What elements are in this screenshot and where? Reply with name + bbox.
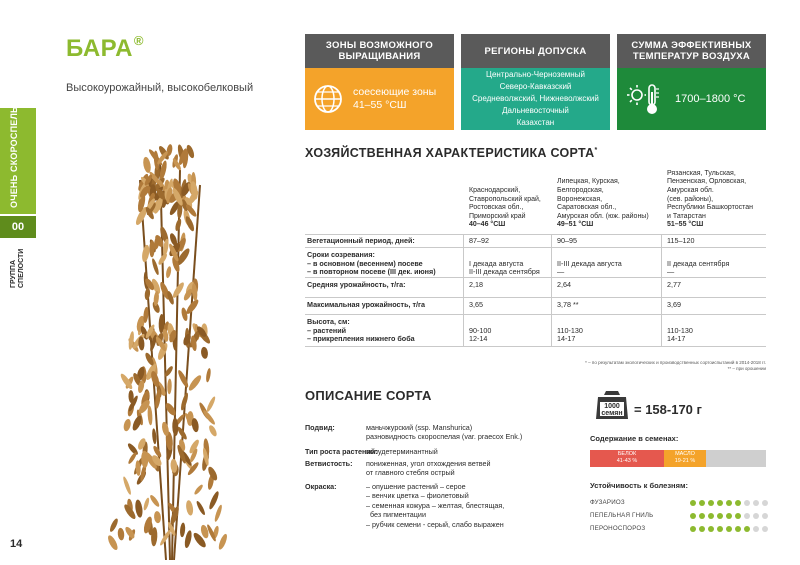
row-value: 3,69 xyxy=(667,300,681,309)
region-line: Дальневосточный xyxy=(502,106,569,115)
zones-box xyxy=(305,68,454,130)
score-dot-filled xyxy=(735,513,741,519)
soybean-pod xyxy=(167,379,172,395)
region-column-header: Липецкая, Курская, Белгородская, Воронежская, Саратовская обл., Амурская обл. (юж. районы) 49–51 °СШ xyxy=(557,178,649,229)
regions-header: РЕГИОНЫ ДОПУСКА xyxy=(461,34,610,68)
region-line: Казахстан xyxy=(516,118,555,127)
score-dot-filled xyxy=(726,526,732,532)
resistance-list xyxy=(590,496,768,535)
soybean-pod xyxy=(217,533,228,551)
oil-bar: МАСЛО 19-21 % xyxy=(664,450,706,467)
description-value: – опушение растений – серое – венчик цветка – фиолетовый – семенная кожура – желтая, блестящая, без пигментации – рубчик семени - серый, слабо выражен xyxy=(366,482,505,529)
protein-bar: БЕЛОК 41-43 % xyxy=(590,450,664,467)
table-footnotes: * – по результатам экологических и производственных сортоиспытаний в 2014-2018 гг. ** – при орошении xyxy=(585,360,766,371)
score-dot-filled xyxy=(708,526,714,532)
row-label: Максимальная урожайность, т/га xyxy=(307,300,425,309)
region-column-header: Краснодарский, Ставропольский край, Ростовская обл., Приморский край 40–46 °СШ xyxy=(469,187,541,229)
row-label: Высота, см: – растений – прикрепления нижнего боба xyxy=(307,317,415,343)
characteristics-table xyxy=(305,160,766,350)
maturity-group-caption: ГРУППА СПЕЛОСТИ xyxy=(10,248,25,288)
soybean-pod xyxy=(108,518,119,533)
soybean-pod xyxy=(134,499,143,518)
soybean-pod xyxy=(193,484,204,496)
soybean-pod xyxy=(142,156,152,173)
description-value: полудетерминантный xyxy=(366,447,438,456)
score-dot-empty xyxy=(753,526,759,532)
row-value: 2,18 xyxy=(469,280,483,289)
score-dot-filled xyxy=(690,513,696,519)
row-value: 90-100 12-14 xyxy=(469,325,492,343)
score-dot-filled xyxy=(690,526,696,532)
row-value: 115–120 xyxy=(667,236,695,245)
table-row xyxy=(305,234,766,247)
soybean-pod xyxy=(187,374,203,393)
seed-weight-value: = 158-170 г xyxy=(634,402,702,417)
soybean-pod xyxy=(205,368,211,383)
content-title: Содержание в семенах: xyxy=(590,434,679,443)
soybean-pod xyxy=(195,500,206,516)
score-dot-filled xyxy=(690,500,696,506)
row-value: 110-130 14-17 xyxy=(667,325,693,343)
disease-name: ПЕРОНОСПОРОЗ xyxy=(590,525,646,532)
description-value: маньчжурский (ssp. Manshurica) разновидность скороспелая (var. praecox Enk.) xyxy=(366,423,523,442)
row-value: I декада августа II-III декада сентября xyxy=(469,258,540,276)
row-value: 2,64 xyxy=(557,280,571,289)
table-row xyxy=(305,297,766,314)
score-dot-empty xyxy=(753,500,759,506)
table-row xyxy=(305,314,766,346)
row-value: 3,65 xyxy=(469,300,483,309)
score-dot-filled xyxy=(726,500,732,506)
soybean-pod xyxy=(153,511,161,524)
soybean-pod xyxy=(165,266,172,279)
row-value: 2,77 xyxy=(667,280,681,289)
resistance-score-dots xyxy=(690,513,768,519)
maturity-group-number: 00 xyxy=(0,216,36,238)
score-dot-filled xyxy=(735,500,741,506)
resistance-score-dots xyxy=(690,526,768,532)
soybean-pod xyxy=(149,494,161,508)
soybean-pod xyxy=(174,218,182,232)
soybean-pod xyxy=(126,442,139,456)
region-column-header: Рязанская, Тульская, Пензенская, Орловская, Амурская обл. (сев. районы), Республики Башкортостан и Татарстан 51–55 °СШ xyxy=(667,169,754,229)
score-dot-filled xyxy=(735,526,741,532)
score-dot-filled xyxy=(699,526,705,532)
soybean-plant-image xyxy=(100,140,240,560)
column-divider xyxy=(551,234,552,346)
thermometer-sun-icon xyxy=(625,79,665,119)
row-value: 110-130 14-17 xyxy=(557,325,583,343)
resistance-score-dots xyxy=(690,500,768,506)
zones-text: соесеющие зоны 41–55 °СШ xyxy=(353,86,437,111)
resistance-title: Устойчивость к болезням: xyxy=(590,481,689,490)
row-value: 90–95 xyxy=(557,236,577,245)
row-label: Средняя урожайность, т/га: xyxy=(307,280,406,289)
score-dot-filled xyxy=(744,526,750,532)
description-title: ОПИСАНИЕ СОРТА xyxy=(305,388,432,403)
description-value: пониженная, угол отхождения ветвей от главного стебля острый xyxy=(366,459,491,478)
soybean-pod xyxy=(151,258,160,276)
soybean-pod xyxy=(208,490,221,510)
description-label: Подвид: xyxy=(305,423,335,432)
disease-row xyxy=(590,522,768,535)
disease-row xyxy=(590,496,768,509)
globe-icon xyxy=(311,82,345,116)
soybean-pod xyxy=(185,500,194,516)
disease-row xyxy=(590,509,768,522)
score-dot-filled xyxy=(717,500,723,506)
soybean-pod xyxy=(143,497,151,511)
soybean-pod xyxy=(141,244,151,262)
variety-title: БАРА® xyxy=(66,33,144,62)
disease-name: ФУЗАРИОЗ xyxy=(590,499,625,506)
regions-list xyxy=(472,69,599,129)
row-value: 87–92 xyxy=(469,236,489,245)
row-label: Вегетационный период, дней: xyxy=(307,236,415,245)
score-dot-filled xyxy=(699,500,705,506)
characteristics-title: ХОЗЯЙСТВЕННАЯ ХАРАКТЕРИСТИКА СОРТА* xyxy=(305,146,598,160)
zones-header: ЗОНЫ ВОЗМОЖНОГО ВЫРАЩИВАНИЯ xyxy=(305,34,454,68)
maturity-group-strip xyxy=(0,97,36,214)
row-value: II декада сентября — xyxy=(667,258,730,276)
table-row xyxy=(305,277,766,297)
soybean-pod xyxy=(213,504,223,522)
soybean-pod xyxy=(117,528,125,541)
page-number: 14 xyxy=(10,538,23,550)
description-label: Тип роста растений: xyxy=(305,447,378,456)
table-bottom-rule xyxy=(305,346,766,347)
row-label: Сроки созревания: – в основном (весеннем) посеве – в повторном посеве (III дек. июня) xyxy=(307,250,436,276)
description-label: Окраска: xyxy=(305,482,337,491)
score-dot-filled xyxy=(717,513,723,519)
soybean-pod xyxy=(200,346,208,359)
soybean-pod xyxy=(202,409,217,426)
score-dot-filled xyxy=(726,513,732,519)
table-row xyxy=(305,247,766,277)
description-label: Ветвистость: xyxy=(305,459,353,468)
column-divider xyxy=(661,234,662,346)
score-dot-empty xyxy=(762,513,768,519)
soybean-pod xyxy=(183,530,192,549)
score-dot-empty xyxy=(744,500,750,506)
row-value: II-III декада августа — xyxy=(557,258,622,276)
score-dot-filled xyxy=(708,500,714,506)
column-divider xyxy=(463,234,464,346)
soybean-pod xyxy=(144,288,151,301)
temperature-value: 1700–1800 °С xyxy=(675,93,746,105)
soybean-pod xyxy=(122,476,132,496)
temperature-box xyxy=(617,68,766,130)
score-dot-filled xyxy=(708,513,714,519)
score-dot-empty xyxy=(744,513,750,519)
regions-box xyxy=(461,68,610,130)
variety-tagline: Высокоурожайный, высокобелковый xyxy=(66,82,254,94)
region-line: Северо-Кавказский xyxy=(499,82,572,91)
score-dot-filled xyxy=(717,526,723,532)
score-dot-empty xyxy=(762,526,768,532)
soybean-pod xyxy=(123,418,132,432)
soybean-pod xyxy=(208,424,219,437)
score-dot-empty xyxy=(753,513,759,519)
soybean-pod xyxy=(147,405,153,425)
soybean-pod xyxy=(205,396,216,413)
maturity-group-label: ОЧЕНЬ СКОРОСПЕЛЫЙ xyxy=(9,97,19,208)
score-dot-empty xyxy=(762,500,768,506)
soybean-pod xyxy=(179,522,185,537)
weight-icon-label: 1000 семян xyxy=(601,403,623,417)
soybean-pod xyxy=(106,534,119,551)
other-content-bar xyxy=(706,450,766,467)
row-value: 3,78 ** xyxy=(557,300,579,309)
disease-name: ПЕПЕЛЬНАЯ ГНИЛЬ xyxy=(590,512,654,519)
score-dot-filled xyxy=(699,513,705,519)
region-line: Средневолжский, Нижневолжский xyxy=(472,94,599,103)
temperature-header: СУММА ЭФФЕКТИВНЫХ ТЕМПЕРАТУР ВОЗДУХА xyxy=(617,34,766,68)
region-line: Центрально-Черноземный xyxy=(486,70,585,79)
